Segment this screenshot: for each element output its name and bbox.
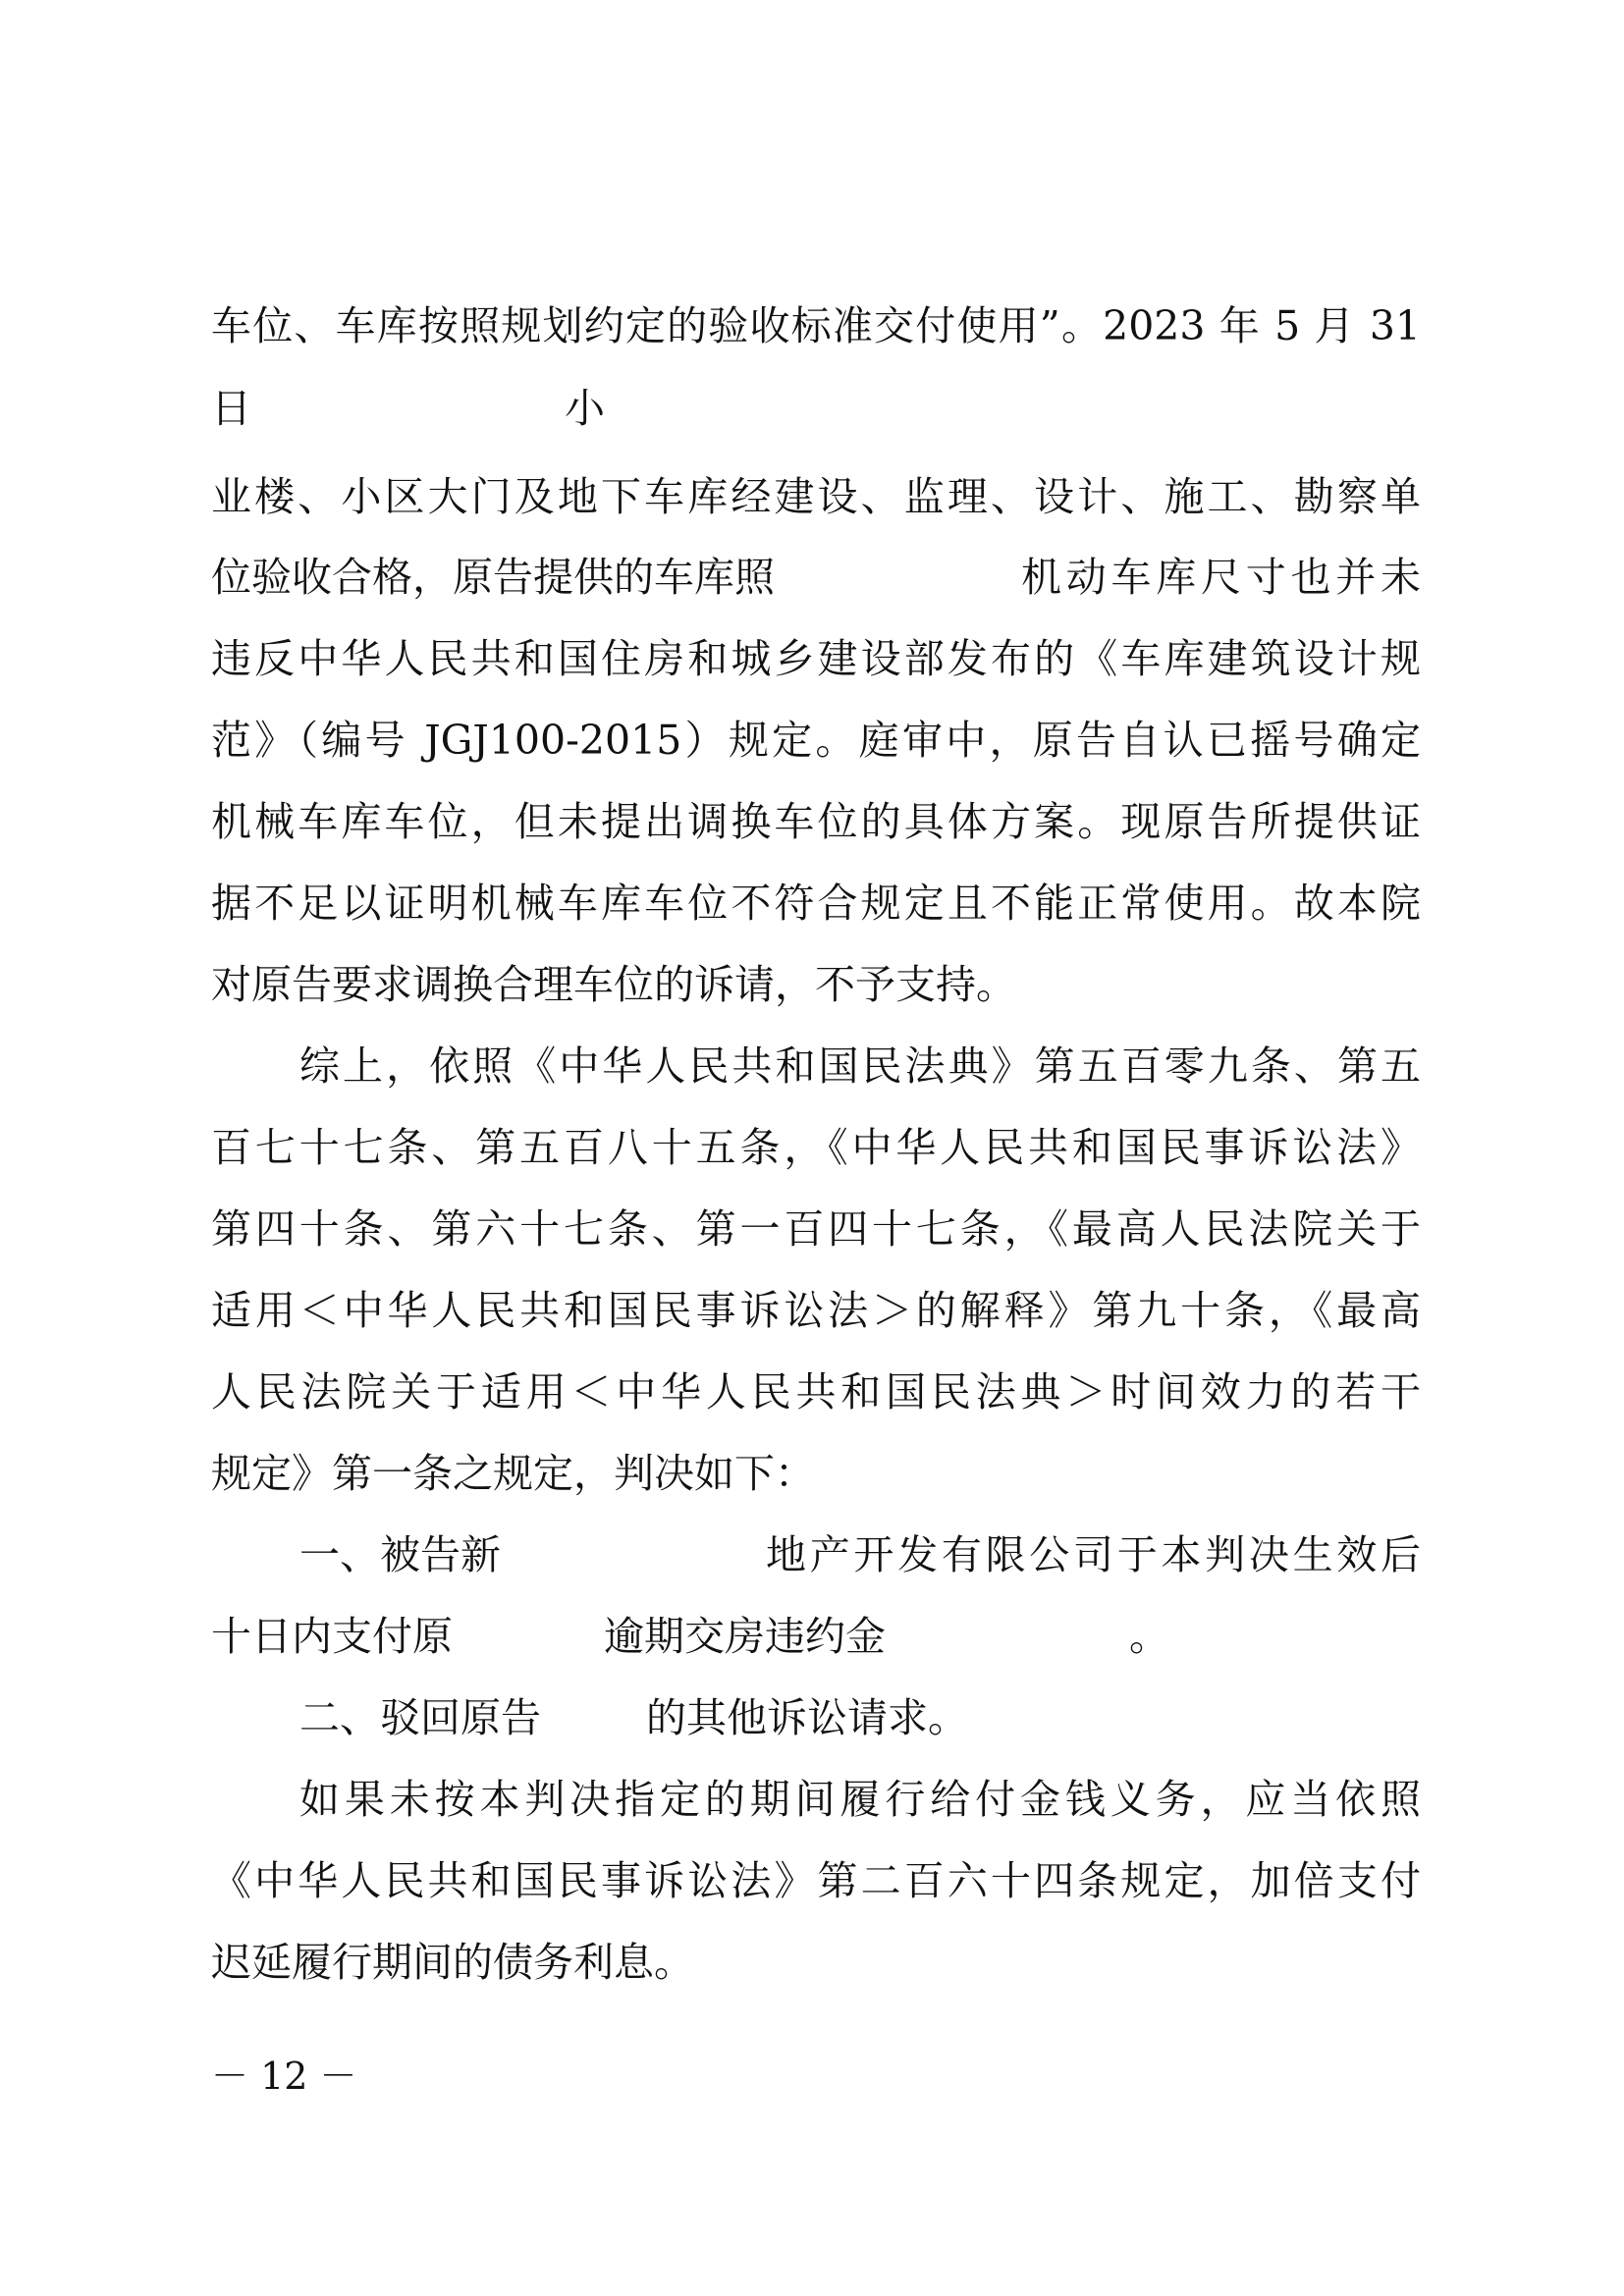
text-segment: 《中华人民共和国民事诉讼法》第二百六十四条规定，加倍支付 bbox=[211, 1857, 1421, 1904]
paragraph-line bbox=[0, 792, 1624, 851]
paragraph-line bbox=[0, 296, 1624, 355]
paragraph-line bbox=[0, 955, 1624, 1014]
text-segment: 地产开发有限公司于本判决生效后 bbox=[766, 1531, 1421, 1578]
text-segment: 的其他诉讼请求。 bbox=[646, 1694, 968, 1741]
paragraph-line bbox=[0, 1851, 1624, 1910]
paragraph-line bbox=[0, 1200, 1624, 1258]
paragraph-line bbox=[0, 629, 1624, 688]
text-segment: 。 bbox=[1129, 1613, 1169, 1660]
text-segment: 小 bbox=[565, 385, 605, 432]
text-segment: 范》（编号 JGJ100-2015）规定。庭审中，原告自认已摇号确定 bbox=[211, 717, 1421, 764]
text-segment: 综上，依照《中华人民共和国民法典》第五百零九条、第五 bbox=[299, 1042, 1421, 1090]
paragraph-line bbox=[0, 1607, 1624, 1666]
paragraph-line bbox=[0, 1525, 1624, 1584]
text-segment: 机动车库尺寸也并未 bbox=[1021, 554, 1421, 601]
paragraph-line bbox=[0, 379, 1624, 438]
text-segment: 如果未按本判决指定的期间履行给付金钱义务，应当依照 bbox=[299, 1776, 1421, 1823]
text-segment: 违反中华人民共和国住房和城乡建设部发布的《车库建筑设计规 bbox=[211, 635, 1421, 682]
text-segment: 百七十七条、第五百八十五条，《中华人民共和国民事诉讼法》 bbox=[211, 1124, 1421, 1171]
text-segment: 据不足以证明机械车库车位不符合规定且不能正常使用。故本院 bbox=[211, 880, 1421, 927]
text-segment: 位验收合格，原告提供的车库照 bbox=[211, 554, 775, 601]
page-number: － 12 － bbox=[211, 2055, 357, 2098]
text-segment: 车位、车库按照规划约定的验收标准交付使用”。2023 年 5 月 31 bbox=[211, 302, 1421, 349]
text-segment: 人民法院关于适用＜中华人民共和国民法典＞时间效力的若干 bbox=[211, 1368, 1421, 1415]
paragraph-line bbox=[0, 1037, 1624, 1095]
text-segment: 二、驳回原告 bbox=[299, 1694, 541, 1741]
paragraph-line bbox=[0, 1362, 1624, 1421]
text-segment: 逾期交房违约金 bbox=[604, 1613, 886, 1660]
paragraph-line bbox=[0, 1688, 1624, 1747]
text-segment: 第四十条、第六十七条、第一百四十七条，《最高人民法院关于 bbox=[211, 1205, 1421, 1253]
text-segment: 机械车库车位，但未提出调换车位的具体方案。现原告所提供证 bbox=[211, 798, 1421, 845]
text-segment: 规定》第一条之规定，判决如下： bbox=[211, 1450, 815, 1497]
text-segment: 业楼、小区大门及地下车库经建设、监理、设计、施工、勘察单 bbox=[211, 473, 1421, 520]
text-segment: 适用＜中华人民共和国民事诉讼法＞的解释》第九十条，《最高 bbox=[211, 1287, 1421, 1334]
paragraph-line bbox=[0, 1281, 1624, 1340]
paragraph-line bbox=[0, 1118, 1624, 1177]
text-segment: 迟延履行期间的债务利息。 bbox=[211, 1939, 694, 1986]
paragraph-line bbox=[0, 1933, 1624, 1992]
text-segment: 十日内支付原 bbox=[211, 1613, 453, 1660]
text-segment: 一、被告新 bbox=[299, 1531, 501, 1578]
paragraph-line bbox=[0, 874, 1624, 933]
text-segment: 日 bbox=[211, 385, 251, 432]
paragraph-line bbox=[0, 548, 1624, 607]
paragraph-line bbox=[0, 711, 1624, 770]
text-segment: 对原告要求调换合理车位的诉请，不予支持。 bbox=[211, 961, 1016, 1008]
paragraph-line bbox=[0, 1770, 1624, 1829]
paragraph-line bbox=[0, 1444, 1624, 1503]
paragraph-line bbox=[0, 467, 1624, 526]
